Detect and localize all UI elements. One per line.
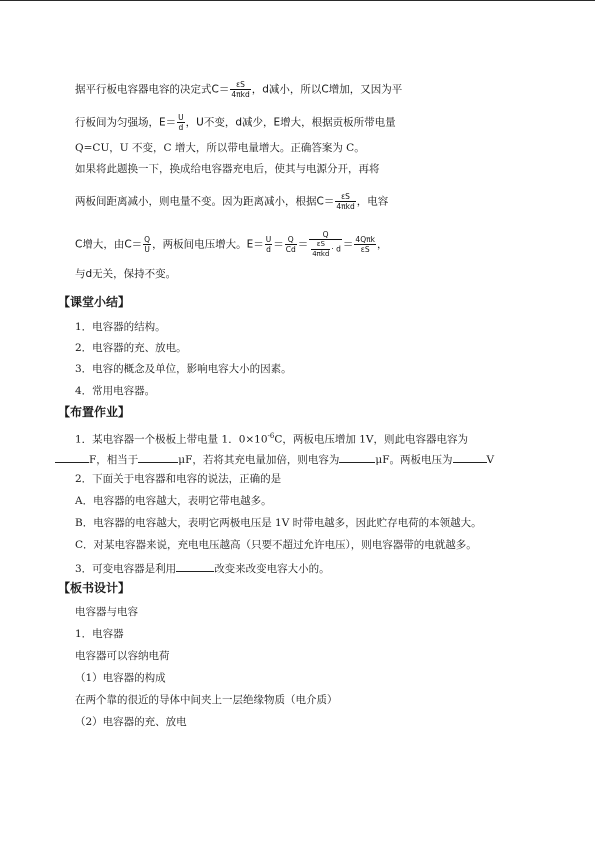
answer-blank[interactable]	[339, 451, 375, 463]
homework-q1-line2: F，相当于 μF，若将其充电量加倍，则电容为 μF。两板电压为 V	[55, 451, 494, 467]
board-subsection: （2）电容器的充、放电	[75, 716, 187, 728]
field-formula-substitution: Q $\frac{\varepsilon S}{\text{4πkd}}$ · d	[309, 230, 342, 259]
answer-blank[interactable]	[55, 451, 89, 463]
scan-text: C增大，由C＝	[75, 238, 143, 251]
homework-option-c: C．对某电容器来说，充电电压越高（只要不超过允许电压），则电容器带的电就越多。	[75, 539, 477, 551]
homework-q3: 3．可变电容器是利用 改变来改变电容大小的。	[75, 560, 330, 576]
scan-text: 两板间距离减小，则电量不变。因为距离减小，根据C＝	[75, 195, 335, 208]
scan-line-7: 与d无关，保持不变。	[75, 268, 177, 280]
field-formula-result: $\frac{\text{4Qπk}}{\varepsilon S}$	[355, 235, 375, 254]
scan-line-1	[75, 80, 402, 99]
summary-item: 3．电容的概念及单位，影响电容大小的因素。	[75, 363, 292, 375]
summary-item: 4．常用电容器。	[75, 385, 156, 397]
field-formula: $\frac{U}{d}$	[265, 235, 272, 254]
capacitance-formula: $\frac{\varepsilon S}{\text{4πkd}}$	[231, 80, 250, 99]
board-subsection: （1）电容器的构成	[75, 672, 166, 684]
homework-option-b: B．电容器的电容越大，表明它两极电压是 1V 时带电越多，因此贮存电荷的本领越大。	[75, 517, 482, 529]
scan-text: ，两板间电压增大。E＝	[152, 238, 264, 251]
board-title: 电容器与电容	[75, 606, 138, 618]
homework-heading: 【布置作业】	[58, 405, 131, 419]
homework-q1-line1: 1．某电容器一个极板上带电量 1．$0\times 10^{-6}C$，两板电压增加 1V，则此电容器电容为	[75, 432, 469, 446]
scan-text: ，电容	[356, 195, 389, 208]
board-text: 在两个靠的很近的导体中间夹上一层绝缘物质（电介质）	[75, 694, 338, 706]
scan-line-2	[75, 113, 396, 132]
scan-text: 行板间为匀强场，E＝	[75, 116, 177, 129]
homework-q2: 2．下面关于电容器和电容的说法，正确的是	[75, 473, 282, 485]
scan-text: ，d减小，所以C增加，又因为平	[251, 83, 403, 96]
answer-blank[interactable]	[138, 451, 178, 463]
field-formula-step: $\frac{Q}{Cd}$	[285, 235, 296, 254]
summary-heading: 【课堂小结】	[58, 295, 131, 309]
answer-blank[interactable]	[176, 560, 214, 572]
board-text: 电容器可以容纳电荷	[75, 650, 170, 662]
board-heading: 【板书设计】	[58, 581, 131, 595]
capacitance-definition: $\frac{Q}{U}$	[144, 235, 151, 254]
board-section-1: 1．电容器	[75, 628, 124, 640]
field-formula: $\frac{U}{d}$	[178, 113, 184, 132]
paragraph-variant: 如果将此题换一下，换成给电容器充电后，使其与电源分开，再将	[75, 163, 380, 175]
scan-text: 据平行板电容器电容的决定式C＝	[75, 83, 230, 96]
paragraph-answer: Q=CU，U 不变，C 增大，所以带电量增大。正确答案为 C。	[75, 142, 365, 154]
answer-blank[interactable]	[453, 451, 487, 463]
scan-text: ，U不变，d减少，E增大，根据贡板所带电量	[185, 116, 396, 129]
capacitance-formula: $\frac{\varepsilon S}{\text{4πkd}}$	[336, 192, 355, 211]
summary-item: 1．电容器的结构。	[75, 321, 166, 333]
scan-line-5	[75, 192, 388, 211]
summary-item: 2．电容器的充、放电。	[75, 342, 187, 354]
scan-line-6: C增大，由C＝ $\frac{Q}{U}$ ，两板间电压增大。E＝ $\frac{U}{d}$ ＝ $\frac{Q}{Cd}$ ＝ Q $\frac{\varepsilon S}{\text{4πkd}}$ · d ＝ $\frac{\text{4Qπk}}{\varepsilon S}$ ，	[75, 230, 388, 258]
homework-option-a: A．电容器的电容越大，表明它带电越多。	[75, 495, 272, 507]
